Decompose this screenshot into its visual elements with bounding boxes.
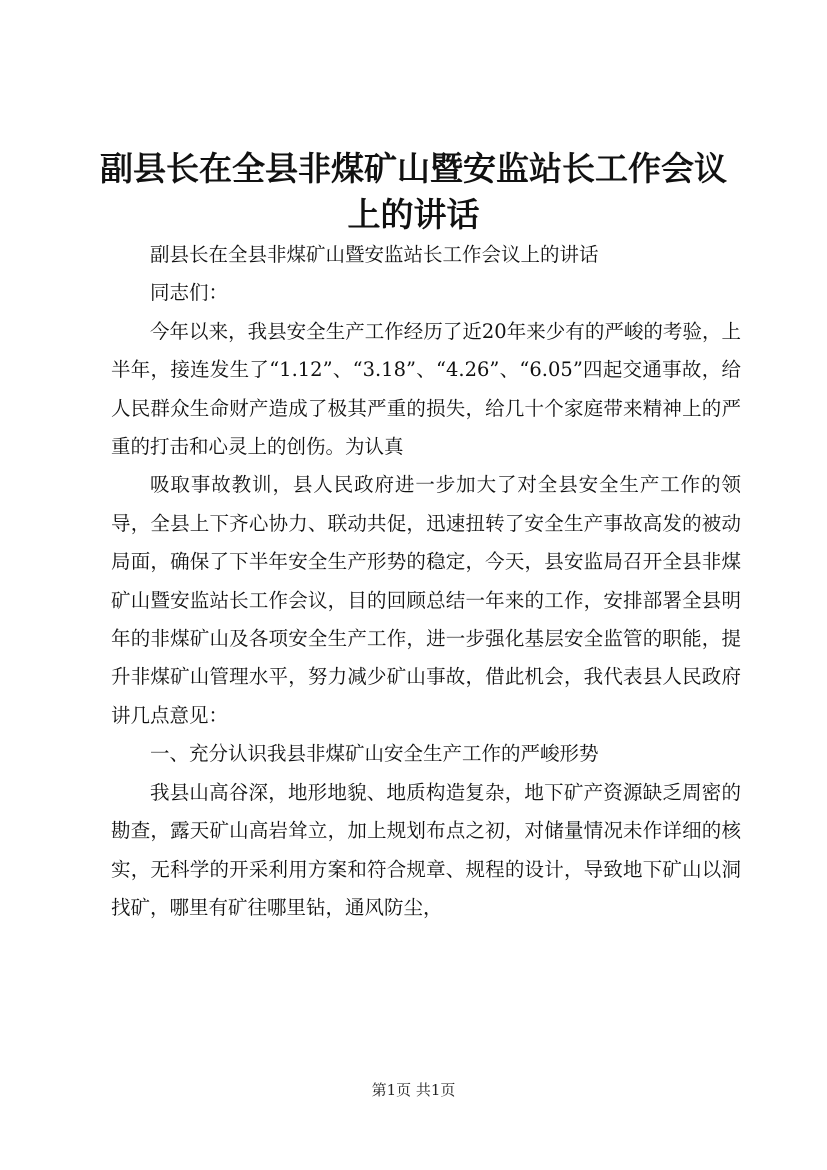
- paragraph: 我县山高谷深，地形地貌、地质构造复杂，地下矿产资源缺乏周密的勘查，露天矿山高岩耸立，加上规划布点之初，对储量情况未作详细的核实，无科学的开采利用方案和符合规章、规程的设计，导致地下矿山以洞找矿，哪里有矿往哪里钻，通风防尘，: [111, 780, 741, 919]
- document-title: 副县长在全县非煤矿山暨安监站长工作会议上的讲话: [100, 149, 727, 234]
- paragraph: 吸取事故教训，县人民政府进一步加大了对全县安全生产工作的领导，全县上下齐心协力、联动共促，迅速扭转了安全生产事故高发的被动局面，确保了下半年安全生产形势的稳定，今天，县安监局召开全县非煤矿山暨安监站长工作会议，目的回顾总结一年来的工作，安排部署全县明年的非煤矿山及各项安全生产工作，进一步强化基层安全监管的职能，提升非煤矿山管理水平，努力减少矿山事故，借此机会，我代表县人民政府讲几点意见：: [111, 473, 741, 727]
- document-body: [111, 236, 741, 927]
- section-heading: 一、充分认识我县非煤矿山安全生产工作的严峻形势: [150, 742, 599, 766]
- paragraph: 今年以来，我县安全生产工作经历了近20年来少有的严峻的考验，上半年，接连发生了“1.12”、“3.18”、“4.26”、“6.05”四起交通事故，给人民群众生命财产造成了极其严重的损失，给几十个家庭带来精神上的严重的打击和心灵上的创伤。为认真: [111, 319, 741, 459]
- page-number-footer: 第1页 共1页: [371, 1081, 456, 1099]
- paragraph-salutation: 同志们：: [150, 281, 229, 305]
- paragraph-subtitle: 副县长在全县非煤矿山暨安监站长工作会议上的讲话: [150, 243, 599, 266]
